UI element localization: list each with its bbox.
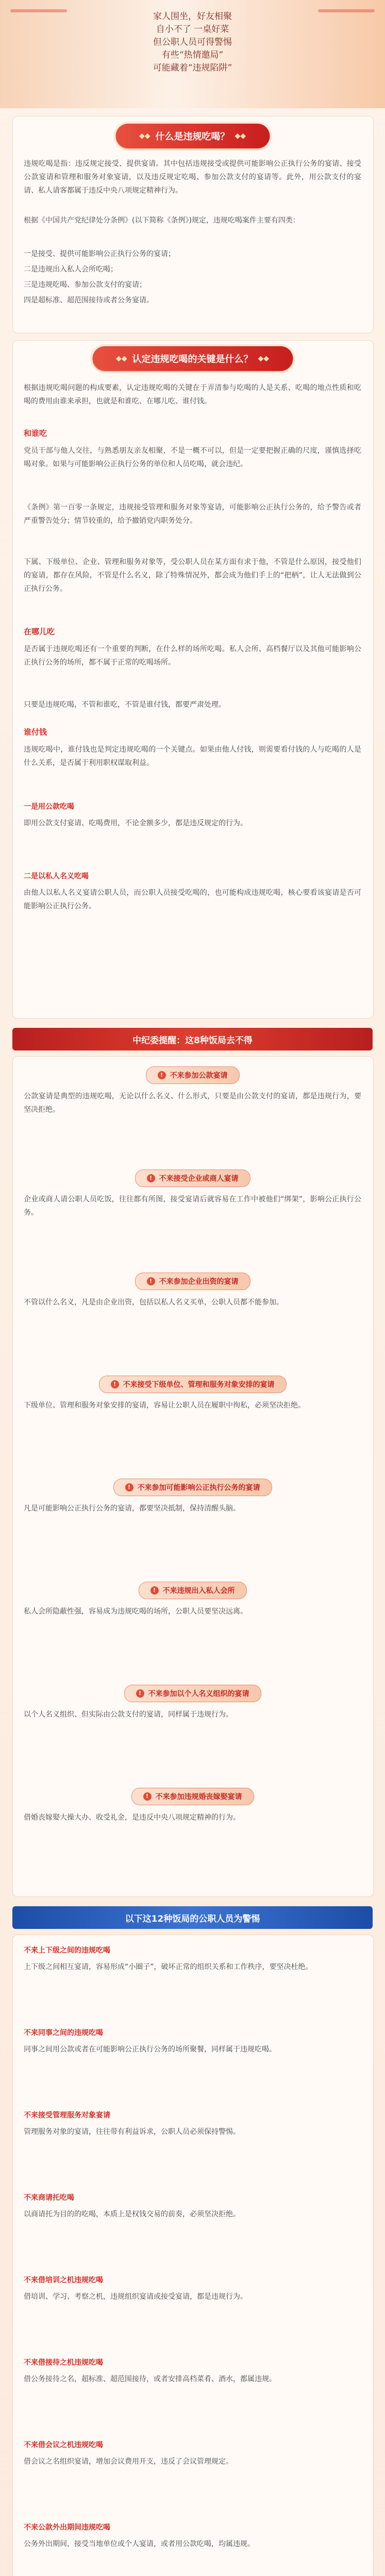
paragraph: 公务外出期间，接受当地单位或个人宴请，或者用公款吃喝，均属违规。: [24, 2540, 255, 2548]
rule-title: 不来接受下级单位、管理和服务对象安排的宴请: [123, 1381, 275, 1389]
warning-icon: !: [158, 1071, 166, 1079]
paragraph: 违规吃喝是指：违反规定接受、提供宴请。其中包括违规接受或提供可能影响公正执行公务的宴请、接受公款宴请和管理和服务对象宴请，以及违反规定吃喝、参加公款支付的宴请等。此外，用公款支付的宴请、私人请客都属于违反中央八项规定精神行为。: [24, 160, 361, 195]
subheading: 在哪儿吃: [24, 627, 55, 636]
paragraph: 借培训、学习、考察之机，违规组织宴请或接受宴请，都是违规行为。: [24, 2293, 247, 2301]
rule-title: 不来借接待之机违规吃喝: [24, 2359, 103, 2367]
rule-title: 不来借培训之机违规吃喝: [24, 2276, 103, 2284]
rule-title: 不来违规出入私人会所: [162, 1587, 235, 1595]
list-item: 三是违规吃喝、参加公款支付的宴请；: [24, 281, 146, 289]
paragraph: 违规吃喝中，谁付钱也是判定违规吃喝的一个关键点。如果由他人付钱，则需要看付钱的人与吃喝的人是什么关系，是否属于利用职权谋取利益。: [24, 745, 361, 767]
section-header: ◆◆ 什么是违规吃喝？ ◆◆: [115, 124, 270, 148]
paragraph: 由他人以私人名义宴请公职人员，而公职人员接受吃喝的，也可能构成违规吃喝，核心要看该宴请是否可能影响公正执行公务。: [24, 889, 361, 910]
rule-pill: [146, 1066, 240, 1084]
list-item: 一是接受、提供可能影响公正执行公务的宴请；: [24, 250, 175, 258]
rule-pill: [113, 1479, 272, 1496]
poem-line: 自小不了 一桌好菜: [156, 24, 229, 35]
paragraph: 以商请托为目的的吃喝，本质上是权钱交易的前奏，必须坚决拒绝。: [24, 2210, 240, 2218]
paragraph: 公款宴请是典型的违规吃喝，无论以什么名义、什么形式，只要是由公款支付的宴请，都是违规行为，要坚决拒绝。: [24, 1092, 361, 1114]
rule-pill: [135, 1170, 250, 1187]
warning-icon: !: [147, 1277, 155, 1285]
poem-line: 家人围坐，好友相聚: [153, 11, 232, 22]
red-banner: 中纪委提醒：这8种饭局去不得: [12, 1028, 373, 1050]
paragraph: 下级单位、管理和服务对象安排的宴请，容易让公职人员在履职中徇私，必须坚决拒绝。: [24, 1401, 305, 1410]
rule-pill: [131, 1788, 254, 1805]
rule-pill: [139, 1582, 247, 1599]
section-title: 什么是违规吃喝？: [155, 131, 230, 142]
rule-title: 不来参加可能影响公正执行公务的宴请: [137, 1484, 260, 1492]
warning-icon: !: [125, 1483, 133, 1492]
bold-label: 二是以私人名义吃喝: [24, 872, 89, 880]
paragraph: 根据《中国共产党纪律处分条例》(以下简称《条例》)规定，违规吃喝案件主要有四类：: [24, 216, 300, 225]
rule-title: 不来参加违规婚丧嫁娶宴请: [155, 1793, 242, 1801]
section-title: 认定违规吃喝的关键是什么？: [132, 354, 253, 365]
paragraph: 即用公款支付宴请、吃喝费用，不论金额多少，都是违反规定的行为。: [24, 819, 247, 827]
subheading: 和谁吃: [24, 429, 47, 438]
subheading: 谁付钱: [24, 727, 47, 737]
warning-icon: !: [143, 1792, 152, 1801]
rule-pill: [124, 1685, 261, 1702]
paragraph: 不管以什么名义，凡是由企业出资，包括以私人名义买单，公职人员都不能参加。: [24, 1298, 283, 1307]
paragraph: 借婚丧嫁娶大操大办、收受礼金，是违反中央八项规定精神的行为。: [24, 1814, 240, 1822]
paragraph: 上下级之间相互宴请，容易形成“小圈子”，破坏正常的组织关系和工作秩序，要坚决杜绝。: [24, 1963, 313, 1971]
poem-line: 可能藏着“违规陷阱”: [153, 63, 232, 73]
blue-banner: 以下这12种饭局的公职人员为警惕: [12, 1906, 373, 1929]
rule-title: 不来公款外出期间违规吃喝: [24, 2523, 110, 2532]
rule-pill: [99, 1376, 287, 1393]
paragraph: 凡是可能影响公正执行公务的宴请，都要坚决抵制，保持清醒头脑。: [24, 1504, 240, 1513]
list-item: 四是超标准、超范围接待或者公务宴请。: [24, 296, 154, 304]
paragraph: 私人会所隐蔽性强，容易成为违规吃喝的场所，公职人员要坚决远离。: [24, 1607, 247, 1616]
rule-title: 不来借会议之机违规吃喝: [24, 2441, 103, 2449]
paragraph: 借会议之名组织宴请，增加会议费用开支，违反了会议管理规定。: [24, 2458, 233, 2466]
warning-icon: !: [147, 1174, 155, 1182]
paragraph: 党员干部与他人交往，与熟悉朋友亲友相聚，不是一概不可以，但是一定要把握正确的尺度，谨慎选择吃喝对象。如果与可能影响公正执行公务的单位和人员吃喝，就会违纪。: [24, 447, 361, 468]
paragraph: 是否属于违规吃喝还有一个重要的判断，在什么样的场所吃喝。私人会所、高档餐厅以及其他可能影响公正执行公务的场所，都不属于正常的吃喝场所。: [24, 645, 361, 667]
rule-title: 不来同事之间的违规吃喝: [24, 2029, 103, 2037]
paragraph: 以个人名义组织、但实际由公款支付的宴请，同样属于违规行为。: [24, 1710, 233, 1719]
paragraph: 管理服务对象的宴请，往往带有利益诉求，公职人员必须保持警惕。: [24, 2128, 240, 2136]
paragraph: 下属、下级单位、企业、管理和服务对象等，受公职人员在某方面有求于他，不管是什么原因，接受他们的宴请，都存在风险，不管是什么名义，除了特殊情况外，都会成为他们手上的“把柄”，让人无法做到公正执行公务。: [24, 558, 361, 593]
paragraph: 借公务接待之名，超标准、超范围接待，或者安排高档菜肴、酒水，都属违规。: [24, 2375, 276, 2383]
warning-icon: !: [136, 1689, 144, 1698]
paragraph: 《条例》第一百零一条规定，违规接受管理和服务对象等宴请，可能影响公正执行公务的，给予警告或者严重警告处分；情节较重的，给予撤销党内职务处分。: [24, 503, 361, 525]
rule-title: 不来接受管理服务对象宴请: [24, 2111, 110, 2120]
warning-icon: !: [150, 1586, 159, 1595]
poem-line: 有些“热情邀局”: [161, 50, 224, 60]
poem-line: 但公职人员可得警惕: [153, 37, 232, 47]
rule-title: 不来商请托吃喝: [24, 2194, 74, 2202]
paragraph: 同事之间用公款或者在可能影响公正执行公务的场所聚餐，同样属于违规吃喝。: [24, 2045, 276, 2054]
paragraph: 只要是违规吃喝，不管和谁吃，不管是谁付钱，都要严肃处理。: [24, 701, 226, 709]
list-item: 二是违规出入私人会所吃喝；: [24, 265, 118, 274]
bold-label: 一是用公款吃喝: [24, 803, 74, 811]
rule-title: 不来参加公款宴请: [170, 1072, 228, 1080]
warning-icon: !: [111, 1380, 119, 1388]
rule-pill: [135, 1273, 250, 1290]
section-card: [12, 340, 374, 1019]
paragraph: 企业或商人请公职人员吃饭，往往都有所图，接受宴请后就容易在工作中被他们“绑架”，影响公正执行公务。: [24, 1195, 361, 1217]
paragraph: 根据违规吃喝问题的构成要素，认定违规吃喝的关键在于弄清参与吃喝的人是关系、吃喝的地点性质和吃喝的费用由谁来承担，也就是和谁吃、在哪儿吃、谁付钱。: [24, 384, 361, 405]
rule-title: 不来参加企业出资的宴请: [159, 1278, 239, 1286]
rule-title: 不来接受企业或商人宴请: [159, 1175, 239, 1183]
rule-title: 不来上下级之间的违规吃喝: [24, 1946, 110, 1955]
rule-title: 不来参加以个人名义组织的宴请: [148, 1690, 249, 1698]
section-header: ◆◆ 认定违规吃喝的关键是什么？ ◆◆: [92, 346, 293, 371]
